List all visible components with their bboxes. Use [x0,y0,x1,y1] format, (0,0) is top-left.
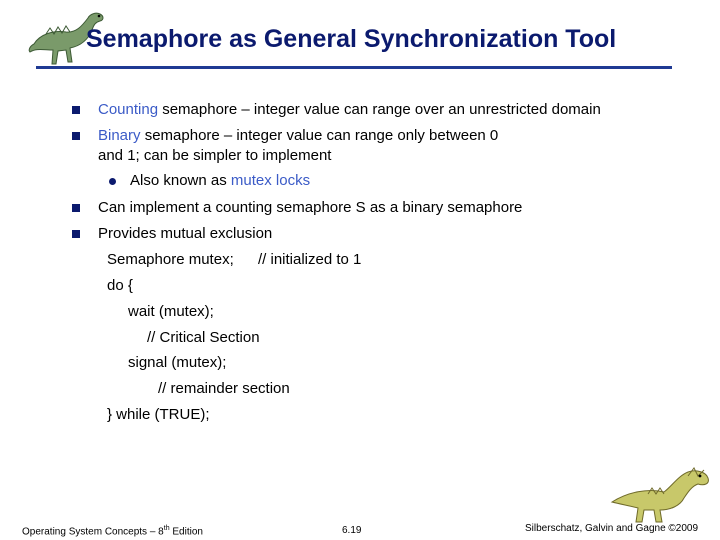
bullet-square-icon [72,204,80,212]
code-declaration-comment: // initialized to 1 [258,251,362,268]
bullet-square-icon [72,230,80,238]
sub-bullet-text: Also known as [130,172,231,189]
footer-edition-text: Edition [169,526,203,538]
dinosaur-illustration-icon [608,462,716,524]
bullet-counting-as-binary: Can implement a counting semaphore S as a binary semaphore [98,199,523,216]
code-while: } while (TRUE); [107,406,210,423]
footer-book-text: Operating System Concepts – 8 [22,526,164,538]
code-signal: signal (mutex); [128,354,227,371]
slide-title: Semaphore as General Synchronization Tool [86,25,617,53]
bullet-counting [98,100,601,120]
footer-page-number: 6.19 [342,525,362,536]
bullet-square-icon [72,106,80,114]
code-critical-section: // Critical Section [147,329,260,346]
term-mutex-locks: mutex locks [230,172,311,189]
code-wait: wait (mutex); [128,303,214,320]
sub-bullet-mutex [130,171,310,191]
footer-superscript: th [163,525,170,532]
term-binary: Binary [98,127,141,144]
code-declaration: Semaphore mutex; [107,251,234,268]
bullet-square-icon [72,132,80,140]
bullet-text-line2: and 1; can be simpler to implement [98,147,332,164]
footer-book-title [22,525,203,537]
title-underline [36,66,672,69]
bullet-binary [98,126,498,166]
term-counting: Counting [98,101,159,118]
footer-copyright: Silberschatz, Galvin and Gagne ©2009 [525,523,699,534]
code-remainder-section: // remainder section [158,380,290,397]
bullet-mutual-exclusion: Provides mutual exclusion [98,225,273,242]
bullet-text: semaphore – integer value can range only between 0 [140,127,499,144]
bullet-text: semaphore – integer value can range over an unrestricted domain [158,101,601,118]
sub-bullet-dot-icon [109,178,116,185]
code-do: do { [107,277,133,294]
